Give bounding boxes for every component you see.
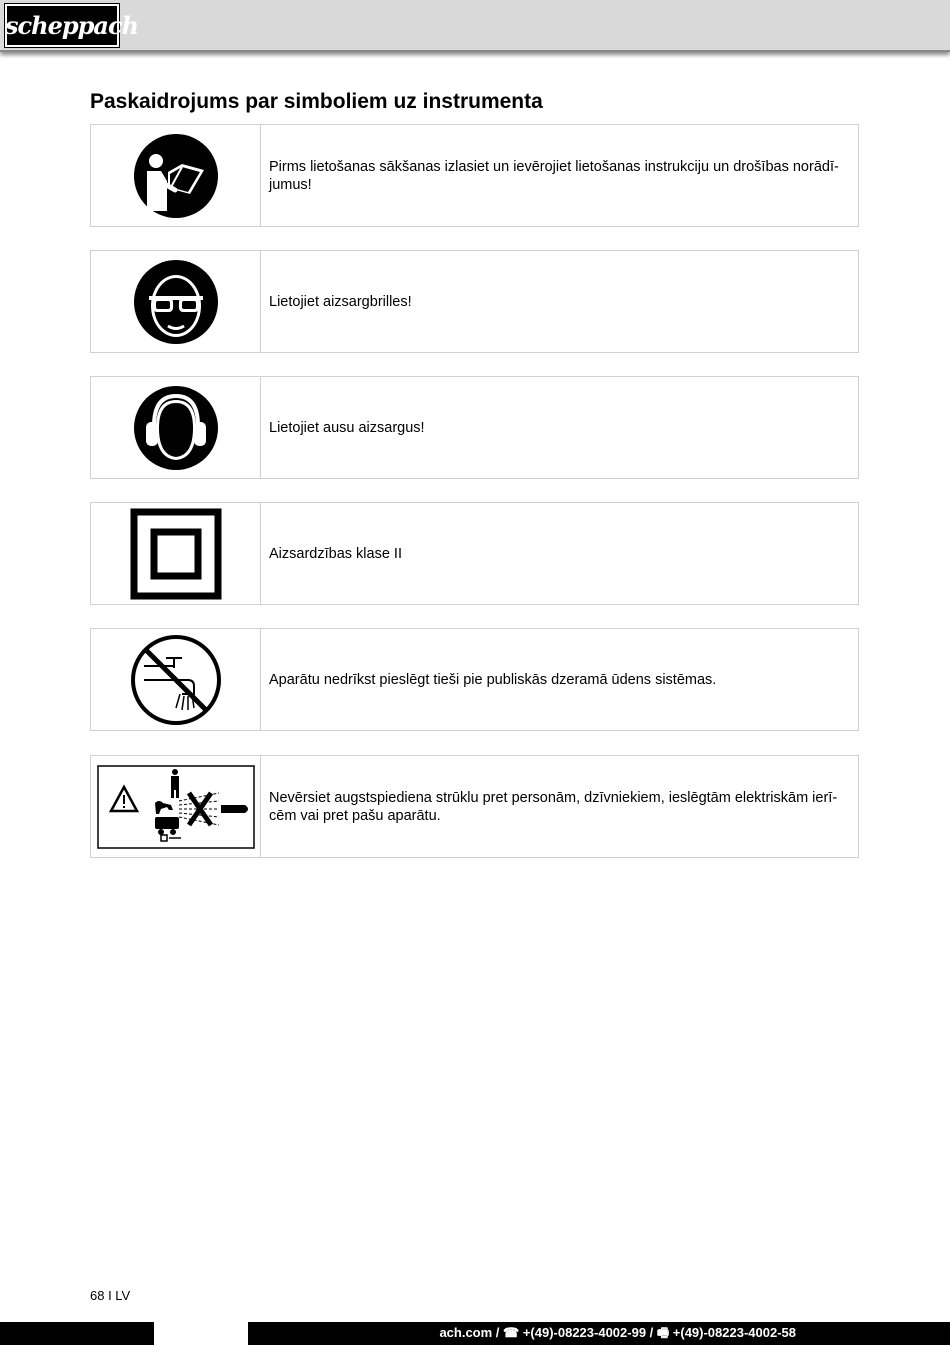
symbol-description: Pirms lietošanas sākšanas izlasiet un ievērojiet lietošanas instrukciju un drošības norādī-jumus! <box>269 158 839 193</box>
symbol-row <box>90 376 859 479</box>
protection-class-ii-icon <box>130 508 222 600</box>
symbol-row <box>90 124 859 227</box>
ear-protection-icon <box>134 386 218 470</box>
symbol-description: Lietojiet ausu aizsargus! <box>269 419 425 436</box>
footer-contact: ach.com / ☎ +(49)-08223-4002-99 / 🖷 +(49)-08223-4002-58 <box>439 1325 796 1340</box>
page-number: 68 I LV <box>90 1288 131 1303</box>
high-pressure-jet-warning-icon <box>97 765 255 849</box>
symbol-cell <box>91 251 261 352</box>
symbol-description: Aparātu nedrīkst pieslēgt tieši pie publiskās dzeramā ūdens sistēmas. <box>269 671 717 688</box>
read-manual-icon <box>134 134 218 218</box>
symbol-cell <box>91 629 261 730</box>
symbol-row <box>90 628 859 731</box>
symbol-cell <box>91 125 261 226</box>
symbol-row <box>90 502 859 605</box>
safety-goggles-icon <box>134 260 218 344</box>
footer-gap <box>154 1322 248 1345</box>
page-header <box>0 0 950 52</box>
symbol-description: Nevērsiet augstspiediena strūklu pret personām, dzīvniekiem, ieslēgtām elektriskām ierī-cēm vai pret pašu aparātu. <box>269 789 838 824</box>
scheppach-logo: scheppach <box>4 3 120 48</box>
symbol-row <box>90 250 859 353</box>
symbol-description: Aizsardzības klase II <box>269 545 402 562</box>
page-title: Paskaidrojums par simboliem uz instrumenta <box>90 90 543 113</box>
symbol-cell <box>91 756 261 857</box>
symbol-row <box>90 755 859 858</box>
symbol-cell <box>91 503 261 604</box>
page-footer <box>0 1322 950 1345</box>
symbol-cell <box>91 377 261 478</box>
no-drinking-water-connection-icon <box>130 634 222 726</box>
symbol-description: Lietojiet aizsargbrilles! <box>269 293 412 310</box>
